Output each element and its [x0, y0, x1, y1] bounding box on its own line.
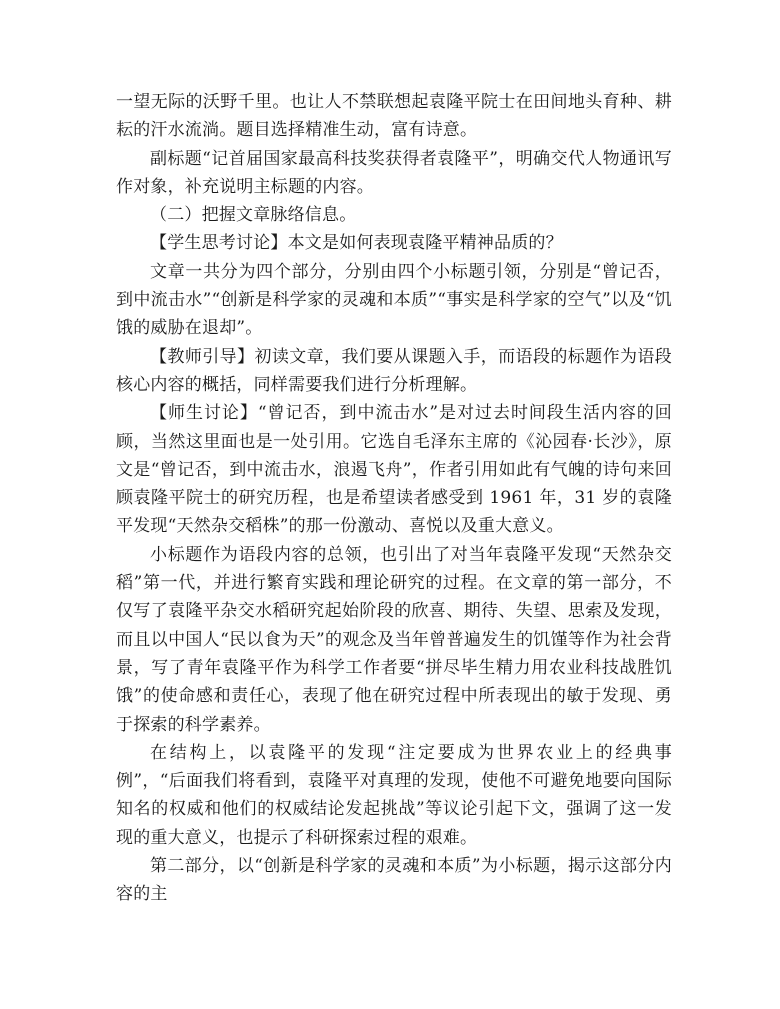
paragraph: 小标题作为语段内容的总领，也引出了对当年袁隆平发现“天然杂交稻”第一代，并进行繁育实践和理论研究的过程。在文章的第一部分，不仅写了袁隆平杂交水稻研究起始阶段的欣喜、期待、失望、思索及发现，而且以中国人“民以食为天”的观念及当年曾普遍发生的饥馑等作为社会背景，写了青年袁隆平作为科学工作者要“拼尽毕生精力用农业科技战胜饥饿”的使命感和责任心，表现了他在研究过程中所表现出的敏于发现、勇于探索的科学素养。	[116, 544, 672, 735]
paragraph: 在结构上，以袁隆平的发现“注定要成为世界农业上的经典事例”，“后面我们将看到，袁隆平对真理的发现，使他不可避免地要向国际知名的权威和他们的权威结论发起挑战”等议论引起下文，强调了这一发现的重大意义，也提示了科研探索过程的艰难。	[116, 742, 672, 848]
paragraph: 第二部分，以“创新是科学家的灵魂和本质”为小标题，揭示这部分内容的主	[116, 856, 672, 905]
paragraph: 文章一共分为四个部分，分别由四个小标题引领，分别是“曾记否，到中流击水”“创新是科学家的灵魂和本质”“事实是科学家的空气”以及“饥饿的威胁在退却”。	[116, 261, 672, 339]
paragraph: 一望无际的沃野千里。也让人不禁联想起袁隆平院士在田间地头育种、耕耘的汗水流淌。题目选择精准生动，富有诗意。	[116, 92, 672, 141]
document-body	[116, 88, 672, 909]
paragraph: 【学生思考讨论】本文是如何表现袁隆平精神品质的？	[150, 233, 563, 254]
paragraph: 副标题“记首届国家最高科技奖获得者袁隆平”，明确交代人物通讯写作对象，补充说明主标题的内容。	[116, 148, 672, 197]
paragraph: 【教师引导】初读文章，我们要从课题入手，而语段的标题作为语段核心内容的概括，同样需要我们进行分析理解。	[116, 346, 672, 395]
section-heading: （二）把握文章脉络信息。	[150, 205, 357, 226]
paragraph: 【师生讨论】“曾记否，到中流击水”是对过去时间段生活内容的回顾，当然这里面也是一处引用。它选自毛泽东主席的《沁园春·长沙》，原文是“曾记否，到中流击水，浪遏飞舟”，作者引用如此有气魄的诗句来回顾袁隆平院士的研究历程，也是希望读者感受到 1961 年，31 岁的袁隆平发现“天然杂交稻株”的那一份激动、喜悦以及重大意义。	[116, 403, 672, 537]
